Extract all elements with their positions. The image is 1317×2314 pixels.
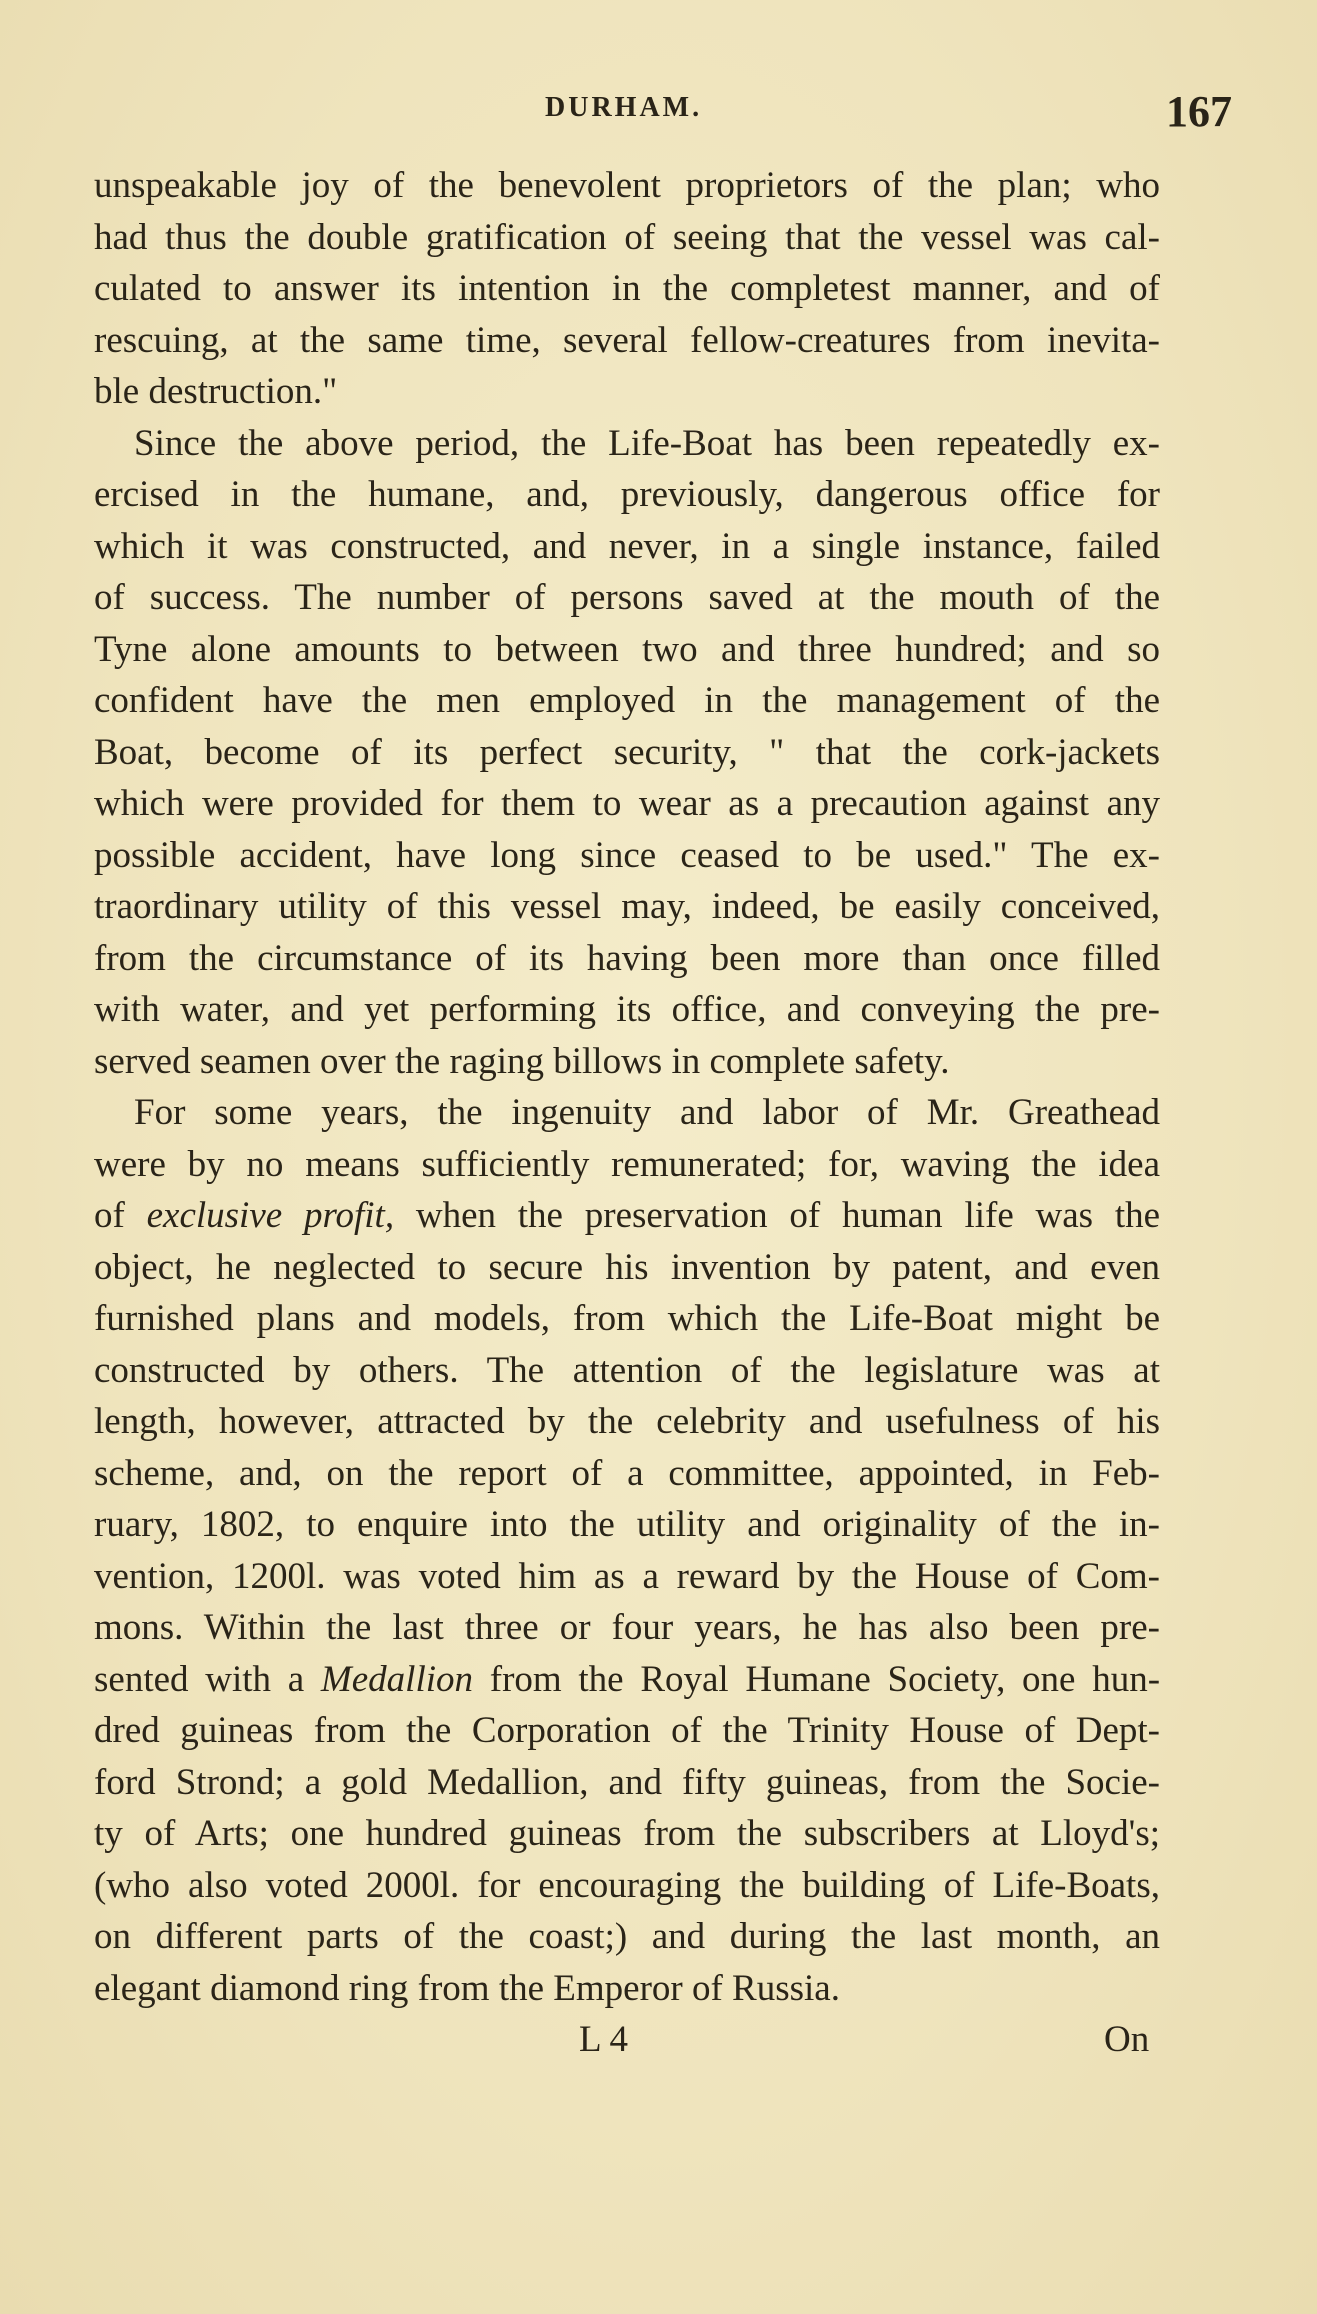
text-line: (who also voted 2000l. for encouraging the building of Life-Boats, bbox=[94, 1864, 1160, 1906]
text-line: from the circumstance of its having been more than once filled bbox=[94, 937, 1160, 979]
page-number: 167 bbox=[1166, 87, 1232, 136]
text-line: For some years, the ingenuity and labor of Mr. Greathead bbox=[134, 1092, 1160, 1133]
italic-phrase: exclusive profit, bbox=[146, 1195, 395, 1236]
text-line: mons. Within the last three or four years, he has also been pre- bbox=[94, 1607, 1160, 1648]
text-line: Boat, become of its perfect security, " that the cork-jackets bbox=[94, 731, 1160, 773]
text-line: unspeakable joy of the benevolent proprietors of the plan; who bbox=[94, 165, 1160, 206]
text-line: constructed by others. The attention of the legislature was at bbox=[94, 1349, 1160, 1391]
text-line: rescuing, at the same time, several fellow-creatures from inevita- bbox=[94, 319, 1160, 361]
text-line: traordinary utility of this vessel may, indeed, be easily conceived, bbox=[94, 886, 1160, 927]
text-line: ercised in the humane, and, previously, dangerous office for bbox=[94, 474, 1160, 515]
text-line bbox=[94, 1654, 1160, 1706]
text-line: ford Strond; a gold Medallion, and fifty guineas, from the Socie- bbox=[94, 1761, 1160, 1803]
signature-mark: L 4 bbox=[579, 2019, 628, 2060]
text-line: dred guineas from the Corporation of the Trinity House of Dept- bbox=[94, 1710, 1160, 1751]
body-text bbox=[94, 160, 1160, 2066]
text-line: vention, 1200l. was voted him as a reward by the House of Com- bbox=[94, 1555, 1160, 1597]
text-line: on different parts of the coast;) and during the last month, an bbox=[94, 1916, 1160, 1957]
text-line: furnished plans and models, from which the Life-Boat might be bbox=[94, 1298, 1160, 1339]
text-line: ty of Arts; one hundred guineas from the subscribers at Lloyd's; bbox=[94, 1813, 1160, 1854]
text-line: Tyne alone amounts to between two and three hundred; and so bbox=[94, 628, 1160, 670]
italic-phrase: Medallion bbox=[320, 1658, 474, 1700]
text-line: of success. The number of persons saved at the mouth of the bbox=[94, 577, 1160, 618]
text-line: scheme, and, on the report of a committee, appointed, in Feb- bbox=[94, 1452, 1160, 1494]
text-fragment: when the preservation of human life was the bbox=[415, 1195, 1161, 1236]
text-line: were by no means sufficiently remunerated; for, waving the idea bbox=[94, 1143, 1160, 1185]
text-line: with water, and yet performing its office, and conveying the pre- bbox=[94, 989, 1160, 1030]
text-line: ruary, 1802, to enquire into the utility and originality of the in- bbox=[94, 1504, 1160, 1545]
text-line: which were provided for them to wear as a precaution against any bbox=[94, 783, 1160, 824]
text-line: culated to answer its intention in the completest manner, and of bbox=[94, 268, 1160, 309]
text-line bbox=[94, 1190, 1160, 1242]
text-line: confident have the men employed in the management of the bbox=[94, 680, 1160, 721]
text-fragment: from the Royal Humane Society, one hun- bbox=[489, 1658, 1161, 1700]
text-line: length, however, attracted by the celebrity and usefulness of his bbox=[94, 1401, 1160, 1442]
text-fragment: sented with a bbox=[94, 1658, 305, 1700]
catchword: On bbox=[1104, 2019, 1150, 2060]
text-line: elegant diamond ring from the Emperor of Russia. bbox=[94, 1967, 840, 2009]
text-line: which it was constructed, and never, in a single instance, failed bbox=[94, 525, 1160, 567]
text-line: possible accident, have long since ceased to be used." The ex- bbox=[94, 834, 1160, 876]
text-fragment: of bbox=[94, 1195, 125, 1236]
running-head: DURHAM. bbox=[545, 92, 703, 123]
text-line: had thus the double gratification of seeing that the vessel was cal- bbox=[94, 216, 1160, 258]
text-line: object, he neglected to secure his invention by patent, and even bbox=[94, 1246, 1160, 1288]
page-footer-line bbox=[94, 2014, 1160, 2066]
text-line: served seamen over the raging billows in complete safety. bbox=[94, 1040, 950, 1082]
text-line: ble destruction." bbox=[94, 371, 338, 412]
text-line: Since the above period, the Life-Boat has been repeatedly ex- bbox=[134, 422, 1160, 464]
